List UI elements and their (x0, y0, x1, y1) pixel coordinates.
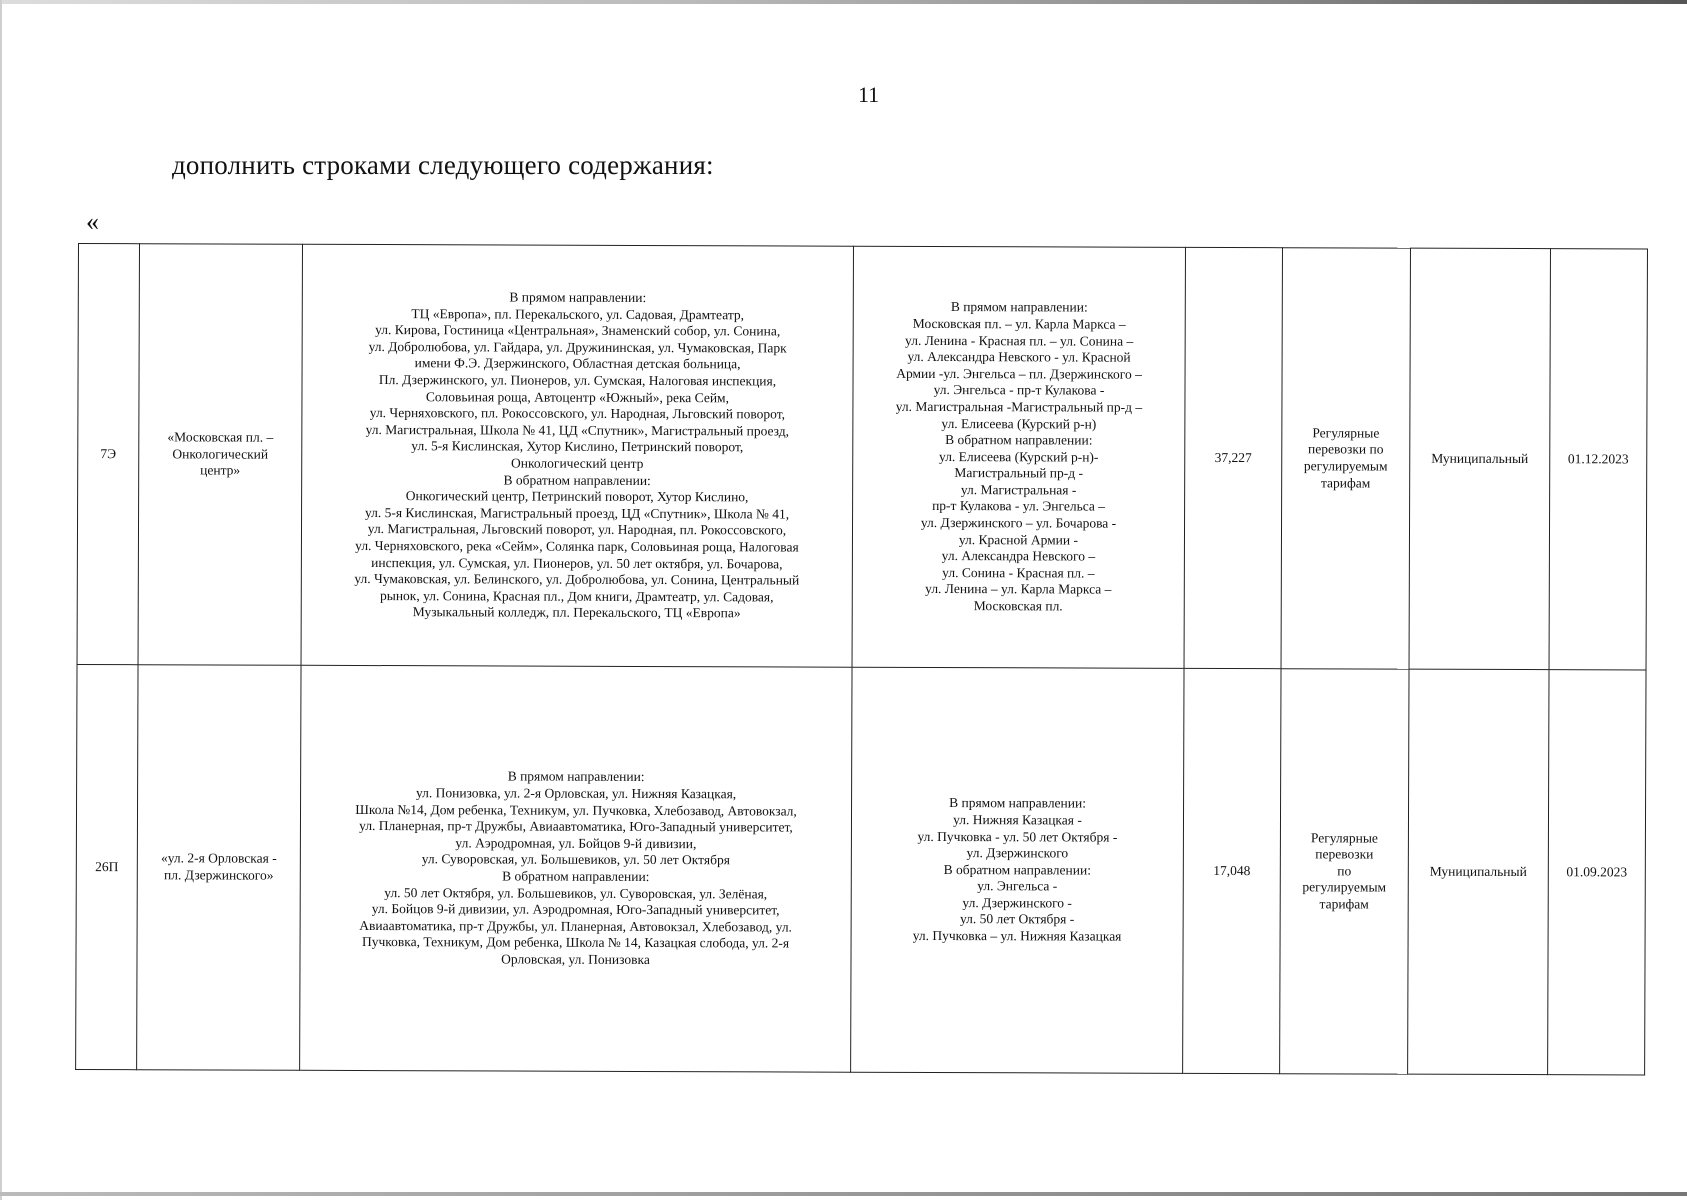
length-cell (1183, 668, 1281, 1073)
route-date: 01.09.2023 (1566, 863, 1628, 880)
route-name: «ул. 2-я Орловская - пл. Дзержинского» (160, 850, 277, 883)
transport-type-cell (1280, 669, 1409, 1074)
stops-cell (300, 665, 852, 1072)
stops-cell (301, 244, 853, 667)
route-length: 17,048 (1213, 862, 1251, 878)
route-number-cell (76, 664, 138, 1069)
route-number: 7Э (100, 445, 117, 461)
scan-top-edge (0, 0, 1687, 4)
route-number: 26П (95, 858, 119, 874)
streets-cell (851, 667, 1184, 1073)
route-name: «Московская пл. – Онкологический центр» (167, 429, 274, 478)
route-length: 37,227 (1214, 449, 1252, 465)
opening-quote-mark: « (86, 207, 99, 236)
length-cell (1184, 247, 1282, 668)
table-row (77, 244, 1647, 670)
table-row (76, 664, 1646, 1074)
route-streets: В прямом направлении: Московская пл. – ул. Карла Маркса – ул. Ленина - Красная пл. – ул. Сонина – ул. Александра Невского - ул. Красной Армии -ул. Энгельса – пл. Дзержинского – ул. Энгельса - пр-т Кулакова - ул. Магистральная -Магистральный пр-д – ул. Елисеева (Курский р-н) В обратном направлении: ул. Елисеева (Курский р-н)- Магистральный пр-д - ул. Магистральная - пр-т Кулакова - ул. Энгельса – ул. Дзержинского – ул. Бочарова - ул. Красной Армии - ул. Александра Невского – ул. Сонина - Красная пл. – ул. Ленина – ул. Карла Маркса – Московская пл. (895, 299, 1143, 614)
page-number: 11 (858, 82, 880, 107)
route-number-cell (77, 244, 139, 665)
route-category: Муниципальный (1431, 450, 1529, 466)
scan-bottom-edge (0, 1192, 1687, 1196)
category-cell (1409, 248, 1550, 669)
route-stops: В прямом направлении: ТЦ «Европа», пл. Перекальского, ул. Садовая, Драмтеатр, ул. Кирова, Гостиница «Центральная», Знаменский собор, ул. Сонина, ул. Добролюбова, ул. Гайдара, ул. Дружининская, ул. Чумаковская, Парк имени Ф.Э. Дзержинского, Областная детская больница, Пл. Дзержинского, ул. Пионеров, ул. Сумская, Налоговая инспекция, Соловьиная роща, Автоцентр «Южный», река Сейм, ул. Черняховского, пл. Рокоссовского, ул. Народная, Льговский поворот, ул. Магистральная, Школа № 41, ЦД «Спутник», Магистральный проезд, ул. 5-я Кислинская, Хутор Кислино, Петринский поворот, Онкологический центр В обратном направлении: Онкогический центр, Петринский поворот, Хутор Кислино, ул. 5-я Кислинская, Магистральный проезд, ЦД «Спутник», Школа № 41, ул. Магистральная, Льговский поворот, ул. Народная, пл. Рокоссовского, ул. Черняховского, река «Сейм», Солянка парк, Соловьиная роща, Налоговая инспекция, ул. Сумская, ул. Пионеров, ул. 50 лет октября, ул. Бочарова, ул. Чумаковская, ул. Белинского, ул. Добролюбова, ул. Сонина, Центральный рынок, ул. Сонина, Красная пл., Дом книги, Драмтеатр, ул. Садовая, Музыкальный колледж, пл. Перекальского, ТЦ «Европа» (354, 289, 800, 621)
route-date: 01.12.2023 (1567, 450, 1629, 467)
transport-type: Регулярные перевозки по регулируемым тарифам (1303, 425, 1388, 491)
route-name-cell (137, 665, 301, 1071)
streets-cell (852, 246, 1185, 668)
route-category: Муниципальный (1429, 863, 1527, 879)
date-cell (1549, 249, 1647, 670)
scan-left-edge (0, 0, 2, 1200)
route-name-cell (138, 244, 302, 666)
transport-type: Регулярные перевозки по регулируемым тарифам (1302, 829, 1387, 912)
date-cell (1548, 670, 1646, 1075)
transport-type-cell (1281, 248, 1410, 669)
route-streets: В прямом направлении: ул. Нижняя Казацкая - ул. Пучковка - ул. 50 лет Октября - ул. Дзержинского В обратном направлении: ул. Энгельса - ул. Дзержинского - ул. 50 лет Октября - ул. Пучковка – ул. Нижняя Казацкая (912, 795, 1122, 944)
route-stops: В прямом направлении: ул. Понизовка, ул. 2-я Орловская, ул. Нижняя Казацкая, Школа №14, Дом ребенка, Техникум, ул. Пучковка, Хлебозавод, Автовокзал, ул. Планерная, пр-т Дружбы, Авиаавтоматика, Юго-Западный университет, ул. Аэродромная, ул. Бойцов 9-й дивизии, ул. Суворовская, ул. Большевиков, ул. 50 лет Октября В обратном направлении: ул. 50 лет Октября, ул. Большевиков, ул. Суворовская, ул. Зелёная, ул. Бойцов 9-й дивизии, ул. Аэродромная, Юго-Западный университет, Авиаавтоматика, пр-т Дружбы, ул. Планерная, Автовокзал, Хлебозавод, ул. Пучковка, Техникум, Дом ребенка, Школа № 14, Казацкая слобода, ул. 2-я Орловская, ул. Понизовка (355, 768, 797, 967)
routes-table (75, 243, 1648, 1075)
category-cell (1408, 669, 1549, 1074)
intro-text: дополнить строками следующего содержания: (172, 150, 714, 180)
